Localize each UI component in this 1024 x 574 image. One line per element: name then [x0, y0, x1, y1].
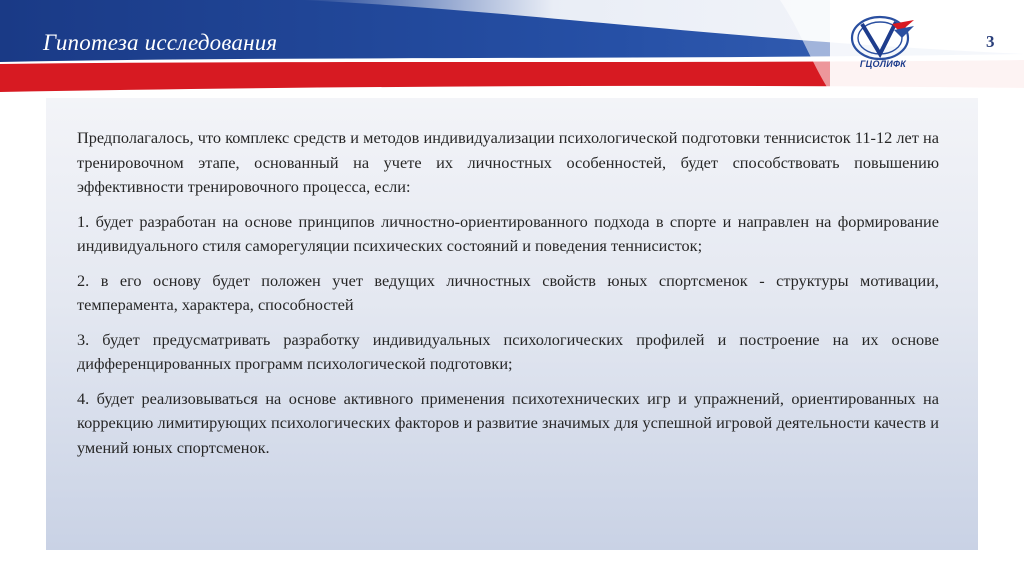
list-item: 1. будет разработан на основе принципов личностно-ориентированного подхода в спорте и направлен на формирование индивидуального стиля саморегуляции психических состояний и поведения теннисисток;	[77, 211, 939, 255]
hypothesis-text	[77, 126, 939, 470]
logo-label: ГЦОЛИФК	[859, 59, 907, 69]
slide-number: 3	[986, 32, 995, 51]
slide-title: Гипотеза исследования	[43, 30, 278, 55]
list-item: 2. в его основу будет положен учет ведущих личностных свойств юных спортсменок - структуры мотивации, темперамента, характера, способностей	[77, 270, 939, 314]
list-item: 4. будет реализовываться на основе активного применения психотехнических игр и упражнений, ориентированных на коррекцию лимитирующих психологических факторов и развитие значимых для успешной игровой деятельности качеств и умений юных спортсменок.	[77, 388, 939, 457]
intro-paragraph: Предполагалось, что комплекс средств и методов индивидуализации психологической подготовки теннисисток 11-12 лет на тренировочном этапе, основанный на учете их личностных особенностей, будет способствовать повышению эффективности тренировочного процесса, если:	[77, 128, 939, 196]
list-item: 3. будет предусматривать разработку индивидуальных психологических профилей и построение на их основе дифференцированных программ психологической подготовки;	[77, 329, 939, 373]
slide-header	[0, 0, 1024, 92]
content-panel	[46, 98, 978, 550]
